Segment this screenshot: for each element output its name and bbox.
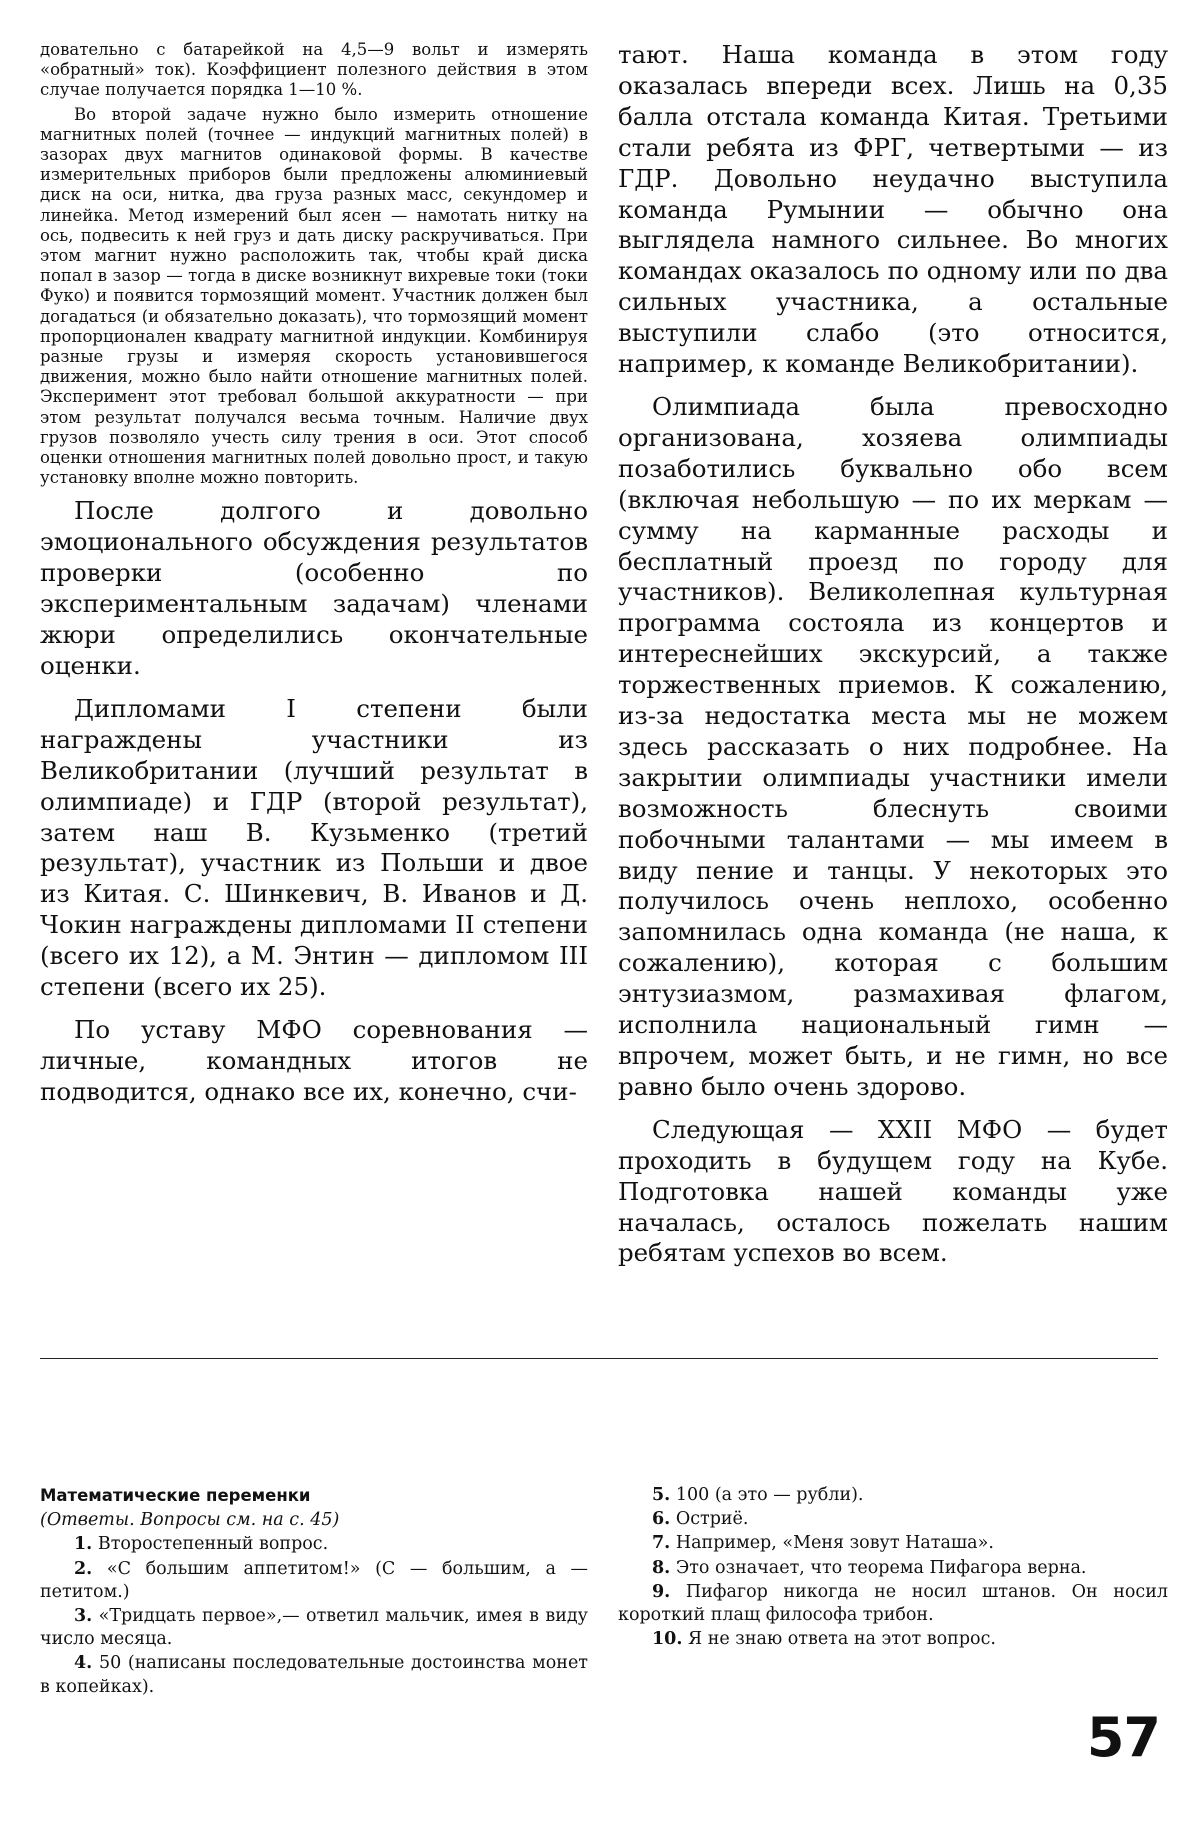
answer-item: 8. Это означает, что теорема Пифагора верна. — [652, 1557, 1087, 1578]
answers-subtitle: (Ответы. Вопросы см. на с. 45) — [40, 1510, 340, 1531]
answer-item: 1. Второстепенный вопрос. — [74, 1534, 329, 1555]
olympiad-text — [618, 40, 1168, 1269]
results-text — [40, 496, 588, 1107]
answers-left-column — [40, 1484, 588, 1700]
paragraph: Олимпиада была превосходно организована, хозяева олимпиады позаботились буквально обо всем (включая небольшую — по их меркам — сумму на карманные расходы и бесплатный проезд по городу для участников). Великолепная культурная программа состояла из концертов и интереснейших экскурсий, а также торжественных приемов. К сожалению, из-за недостатка места мы не можем здесь рассказать о них подробнее. На закрытии олимпиады участники имели возможность блеснуть своими побочными талантами — мы имеем в виду пение и танцы. У некоторых это получилось очень неплохо, особенно запомнилась одна команда (не наша, к сожалению), которая с большим энтузиазмом, размахивая флагом, исполнила национальный гимн — впрочем, может быть, и не гимн, но все равно было очень здорово. — [618, 391, 1168, 1101]
paragraph: Во второй задаче нужно было измерить отношение магнитных полей (точнее — индукций магнитных полей) в зазорах двух магнитов одинаковой формы. В качестве измерительных приборов были предложены алюминиевый диск на оси, нитка, два груза разных масс, секундомер и линейка. Метод измерений был ясен — намотать нитку на ось, подвесить к ней груз и дать диску раскручиваться. При этом магнит нужно расположить так, чтобы край диска попал в зазор — тогда в диске возникнут вихревые токи (токи Фуко) и появится тормозящий момент. Участник должен был догадаться (и обязательно доказать), что тормозящий момент пропорционален квадрату магнитной индукции. Комбинируя разные грузы и измеряя скорость установившегося движения, можно было найти отношение магнитных полей. Эксперимент этот требовал большой аккуратности — при этом результат получался весьма точным. Наличие двух грузов позволяло учесть силу трения в оси. Этот способ оценки отношения магнитных полей довольно прост, и такую установку вполне можно повторить. — [40, 104, 588, 488]
answer-item: 5. 100 (а это — рубли). — [652, 1485, 864, 1505]
answer-item: 6. Остриё. — [652, 1509, 749, 1530]
answer-item: 7. Например, «Меня зовут Наташа». — [652, 1533, 994, 1554]
paragraph: довательно с батарейкой на 4,5—9 вольт и измерять «обратный» ток). Коэффициент полезного действия в этом случае получается порядка 1—10 %. — [40, 40, 588, 100]
answer-item: 9. Пифагор никогда не носил штанов. Он носил короткий плащ философа трибон. — [618, 1581, 1168, 1626]
paragraph: По уставу МФО соревнования — личные, командных итогов не подводится, однако все их, конечно, счи- — [40, 1014, 588, 1106]
answer-item: 3. «Тридцать первое»,— ответил мальчик, имея в виду число месяца. — [40, 1606, 588, 1650]
paragraph: Следующая — XXII МФО — будет проходить в будущем году на Кубе. Подготовка нашей команды уже началась, осталось пожелать нашим ребятам успехов во всем. — [618, 1114, 1168, 1268]
left-column — [40, 40, 588, 1120]
right-column — [618, 40, 1168, 1281]
page-number: 57 — [1086, 1706, 1160, 1769]
paragraph: После долгого и довольно эмоционального обсуждения результатов проверки (особенно по экспериментальным задачам) членами жюри определились окончательные оценки. — [40, 496, 588, 680]
answers-title: Математические переменки — [40, 1486, 311, 1505]
answer-item: 4. 50 (написаны последовательные достоинства монет в копейках). — [40, 1653, 588, 1697]
answer-item: 10. Я не знаю ответа на этот вопрос. — [652, 1629, 996, 1650]
experiment-description — [40, 40, 588, 488]
section-divider — [40, 1358, 1158, 1359]
paragraph: Дипломами I степени были награждены участники из Великобритании (лучший результат в олимпиаде) и ГДР (второй результат), затем наш В. Кузьменко (третий результат), участник из Польши и двое из Китая. С. Шинкевич, В. Иванов и Д. Чокин награждены дипломами II степени (всего их 12), а М. Энтин — дипломом III степени (всего их 25). — [40, 693, 588, 1002]
answers-right-column — [618, 1484, 1168, 1652]
paragraph: тают. Наша команда в этом году оказалась впереди всех. Лишь на 0,35 балла отстала команда Китая. Третьими стали ребята из ФРГ, четвертыми — из ГДР. Довольно неудачно выступила команда Румынии — обычно она выглядела намного сильнее. Во многих командах оказалось по одному или по два сильных участника, а остальные выступили слабо (это относится, например, к команде Великобритании). — [618, 40, 1168, 379]
answer-item: 2. «С большим аппетитом!» (С — большим, а — петитом.) — [40, 1558, 588, 1602]
